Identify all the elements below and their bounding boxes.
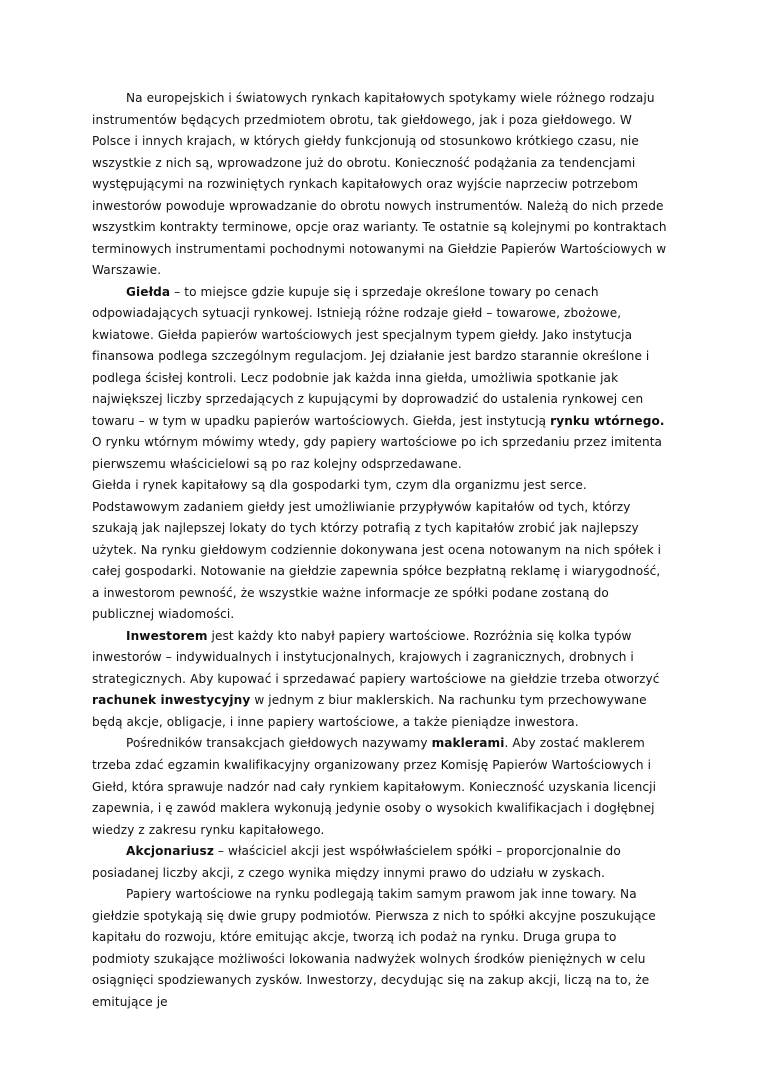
text-run: – właściciel akcji jest współwłaścielem spółki – proporcjonalnie do posiadanej liczby akcji, z czego wynika między innymi prawo do udziału w zyskach. bbox=[92, 844, 621, 880]
emphasis-term: maklerami bbox=[431, 736, 505, 751]
paragraph bbox=[92, 884, 668, 1013]
text-run: Papiery wartościowe na rynku podlegają takim samym prawom jak inne towary. Na giełdzie spotykają się dwie grupy podmiotów. Pierwsza z nich to spółki akcyjne poszukujące kapitału do rozwoju, które emitując akcje, tworzą ich podaż na rynku. Druga grupa to podmioty szukające możliwości lokowania nadwyżek wolnych środków pieniężnych w celu osiągnięci spodziewanych zysków. Inwestorzy, decydując się na zakup akcji, liczą na to, że emitujące je bbox=[92, 887, 656, 1009]
text-run: w jednym z biur maklerskich. Na rachunku tym przechowywane będą akcje, obligacje, i inne papiery wartościowe, a także pieniądze inwestora. bbox=[92, 693, 647, 729]
text-run: Giełda i rynek kapitałowy są dla gospodarki tym, czym dla organizmu jest serce. Podstawowym zadaniem giełdy jest umożliwianie przypływów kapitałów od tych, którzy szukają jak najlepszej lokaty do tych którzy potrafią z tych kapitałów zrobić jak najlepszy użytek. Na rynku giełdowym codziennie dokonywana jest ocena notowanym na nich spółek i całej gospodarki. Notowanie na giełdzie zapewnia spółce bezpłatną reklamę i wiarygodność, a inwestorom pewność, że wszystkie ważne informacje ze spółki podane zostaną do publicznej wiadomości. bbox=[92, 478, 662, 622]
paragraph bbox=[92, 841, 668, 884]
emphasis-term: Akcjonariusz bbox=[126, 844, 214, 859]
emphasis-term: rynku wtórnego. bbox=[550, 413, 665, 428]
text-run: . Aby zostać maklerem trzeba zdać egzamin kwalifikacyjny organizowany przez Komisję Papierów Wartościowych i Giełd, która sprawuje nadzór nad cały rynkiem kapitałowym. Konieczność uzyskania licencji zapewnia, i ę zawód maklera wykonują jedynie osoby o wysokich kwalifikacjach i dogłębnej wiedzy z zakresu rynku kapitałowego. bbox=[92, 736, 657, 837]
text-run: O rynku wtórnym mówimy wtedy, gdy papiery wartościowe po ich sprzedaniu przez imitenta pierwszemu właścicielowi są po raz kolejny odsprzedawane. bbox=[92, 435, 663, 471]
text-run: Pośredników transakcjach giełdowych nazywamy bbox=[126, 736, 432, 751]
paragraph bbox=[92, 475, 668, 626]
paragraph bbox=[92, 626, 668, 734]
text-run: – to miejsce gdzie kupuje się i sprzedaje określone towary po cenach odpowiadających sytuacji rynkowej. Istnieją różne rodzaje giełd – towarowe, zbożowe, kwiatowe. Giełda papierów wartościowych jest specjalnym typem giełdy. Jako instytucja finansowa podlega szczególnym regulacjom. Jej działanie jest bardzo starannie określone i podlega ścisłej kontroli. Lecz podobnie jak każda inna giełda, umożliwia spotkanie jak największej liczby sprzedających z kupującymi by doprowadzić do ustalenia rynkowej cen towaru – w tym w upadku papierów wartościowych. Giełda, jest instytucją bbox=[92, 284, 650, 428]
emphasis-term: rachunek inwestycyjny bbox=[92, 693, 251, 708]
text-run: Na europejskich i światowych rynkach kapitałowych spotykamy wiele różnego rodzaju instrumentów będących przedmiotem obrotu, tak giełdowego, jak i poza giełdowego. W Polsce i innych krajach, w których giełdy funkcjonują od stosunkowo krótkiego czasu, nie wszystkie z nich są, wprowadzone już do obrotu. Konieczność podążania za tendencjami występującymi na rozwiniętych rynkach kapitałowych oraz wyjście naprzeciw potrzebom inwestorów powoduje wprowadzanie do obrotu nowych instrumentów. Należą do nich przede wszystkim kontrakty terminowe, opcje oraz warianty. Te ostatnie są kolejnymi po kontraktach terminowych instrumentami pochodnymi notowanymi na Giełdzie Papierów Wartościowych w Warszawie. bbox=[92, 91, 667, 278]
paragraph bbox=[92, 282, 668, 476]
document-body bbox=[92, 88, 668, 1013]
emphasis-term: Inwestorem bbox=[126, 628, 208, 643]
paragraph bbox=[92, 733, 668, 841]
emphasis-term: Giełda bbox=[126, 284, 171, 299]
paragraph bbox=[92, 88, 668, 282]
text-run: jest każdy kto nabył papiery wartościowe. Rozróżnia się kolka typów inwestorów – indywidualnych i instytucjonalnych, krajowych i zagranicznych, drobnych i strategicznych. Aby kupować i sprzedawać papiery wartościowe na giełdzie trzeba otworzyć bbox=[92, 628, 660, 686]
